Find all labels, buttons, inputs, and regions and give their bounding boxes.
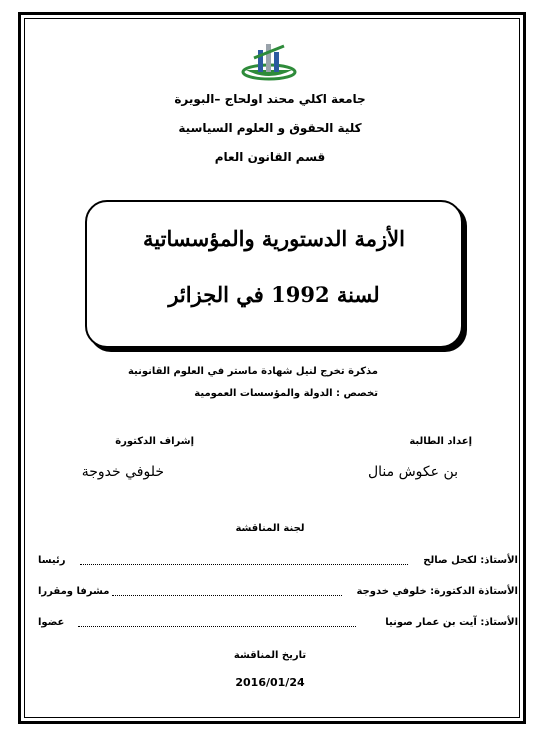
committee-member-row: [38, 617, 518, 633]
committee-member-role: عضوا: [38, 617, 65, 628]
specialization: تخصص : الدولة والمؤسسات العمومية: [194, 388, 378, 399]
university-logo-icon: [240, 40, 298, 82]
committee-member-name: الأستاذة الدكتورة: خلوفي خدوجة: [356, 586, 518, 597]
supervisor-name: خلوفي خدوجة: [81, 464, 164, 480]
supervised-by-label: إشراف الدكتورة: [115, 436, 194, 447]
committee-member-role: رئيسا: [38, 555, 66, 566]
faculty-name: كلية الحقوق و العلوم السياسية: [178, 121, 362, 135]
dotted-leader: [80, 564, 408, 565]
dotted-leader: [78, 626, 356, 627]
thesis-title-line2: لسنة 1992 في الجزائر: [168, 282, 380, 307]
thesis-title-line1: الأزمة الدستورية والمؤسساتية: [143, 226, 405, 251]
committee-member-row: [38, 555, 518, 571]
committee-member-row: [38, 586, 518, 602]
student-name: بن عكوش منال: [367, 464, 458, 480]
memo-purpose: مذكرة تخرج لنيل شهادة ماستر في العلوم القانونية: [127, 366, 378, 377]
committee-member-name: الأستاذ: لكحل صالح: [423, 555, 518, 566]
department-name: قسم القانون العام: [214, 150, 326, 164]
prepared-by-label: إعداد الطالبة: [409, 436, 472, 447]
committee-member-name: الأستاذ: آيت بن عمار صونيا: [385, 617, 518, 628]
university-name: جامعة اكلي محند اولحاج –البويرة: [174, 92, 366, 106]
dotted-leader: [112, 595, 342, 596]
committee-member-role: مشرفا ومقررا: [38, 586, 110, 597]
defense-date-label: تاريخ المناقشة: [233, 650, 307, 661]
title-box: [85, 200, 463, 348]
defense-date: 2016/01/24: [235, 676, 305, 689]
committee-title: لجنة المناقشة: [235, 523, 305, 534]
